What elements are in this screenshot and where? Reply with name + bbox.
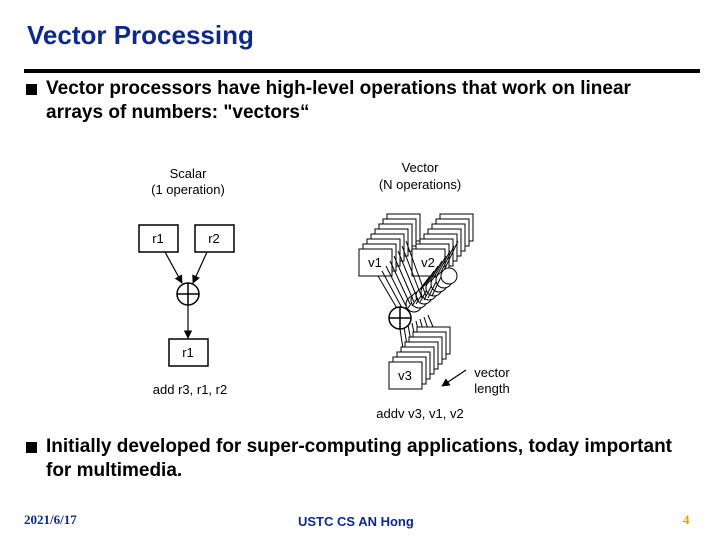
scalar-arrow-r1 — [165, 252, 182, 283]
vector-register-v3-label: v3 — [398, 368, 412, 383]
bullet-applications — [26, 435, 686, 483]
vector-register-v1-label: v1 — [368, 255, 382, 270]
footer-date: 2021/6/17 — [24, 512, 77, 527]
scalar-heading: Scalar — [169, 166, 207, 181]
vector-lane-line — [386, 266, 406, 306]
footer-author: USTC CS AN Hong — [298, 514, 414, 529]
vector-lane-line — [428, 315, 433, 327]
vector-length-label-line2: length — [474, 381, 510, 396]
slide-title: Vector Processing — [27, 20, 254, 50]
vector-lane-line — [382, 271, 402, 308]
vector-lane-line — [394, 256, 414, 302]
vector-length-label-line1: vector — [474, 365, 510, 380]
vector-heading: Vector — [401, 160, 439, 175]
vector-lane-adder-icon — [441, 268, 457, 284]
scalar-register-r2-label: r2 — [208, 231, 220, 246]
bullet-text: Vector processors have high-level operations that work on linear arrays of numbers: "vectors“ — [46, 78, 631, 123]
scalar-arrow-r2 — [193, 252, 207, 283]
bullet-square-icon — [26, 442, 37, 453]
vector-subheading: (N operations) — [378, 177, 462, 192]
vector-instruction: addv v3, v1, v2 — [376, 406, 464, 421]
scalar-register-r1-label: r1 — [152, 231, 164, 246]
page-number: 4 — [683, 512, 690, 527]
vector-adder-icon — [389, 307, 411, 329]
scalar-register-dest-label: r1 — [182, 345, 194, 360]
scalar-adder-icon — [177, 283, 199, 305]
vector-register-v2-label: v2 — [421, 255, 435, 270]
vector-length-arrow — [442, 370, 466, 386]
scalar-subheading: (1 operation) — [151, 182, 225, 197]
vector-lane-line — [390, 261, 410, 304]
bullet-text: Initially developed for super-computing applications, today important for multimedia. — [46, 436, 673, 481]
scalar-instruction: add r3, r1, r2 — [152, 382, 228, 397]
